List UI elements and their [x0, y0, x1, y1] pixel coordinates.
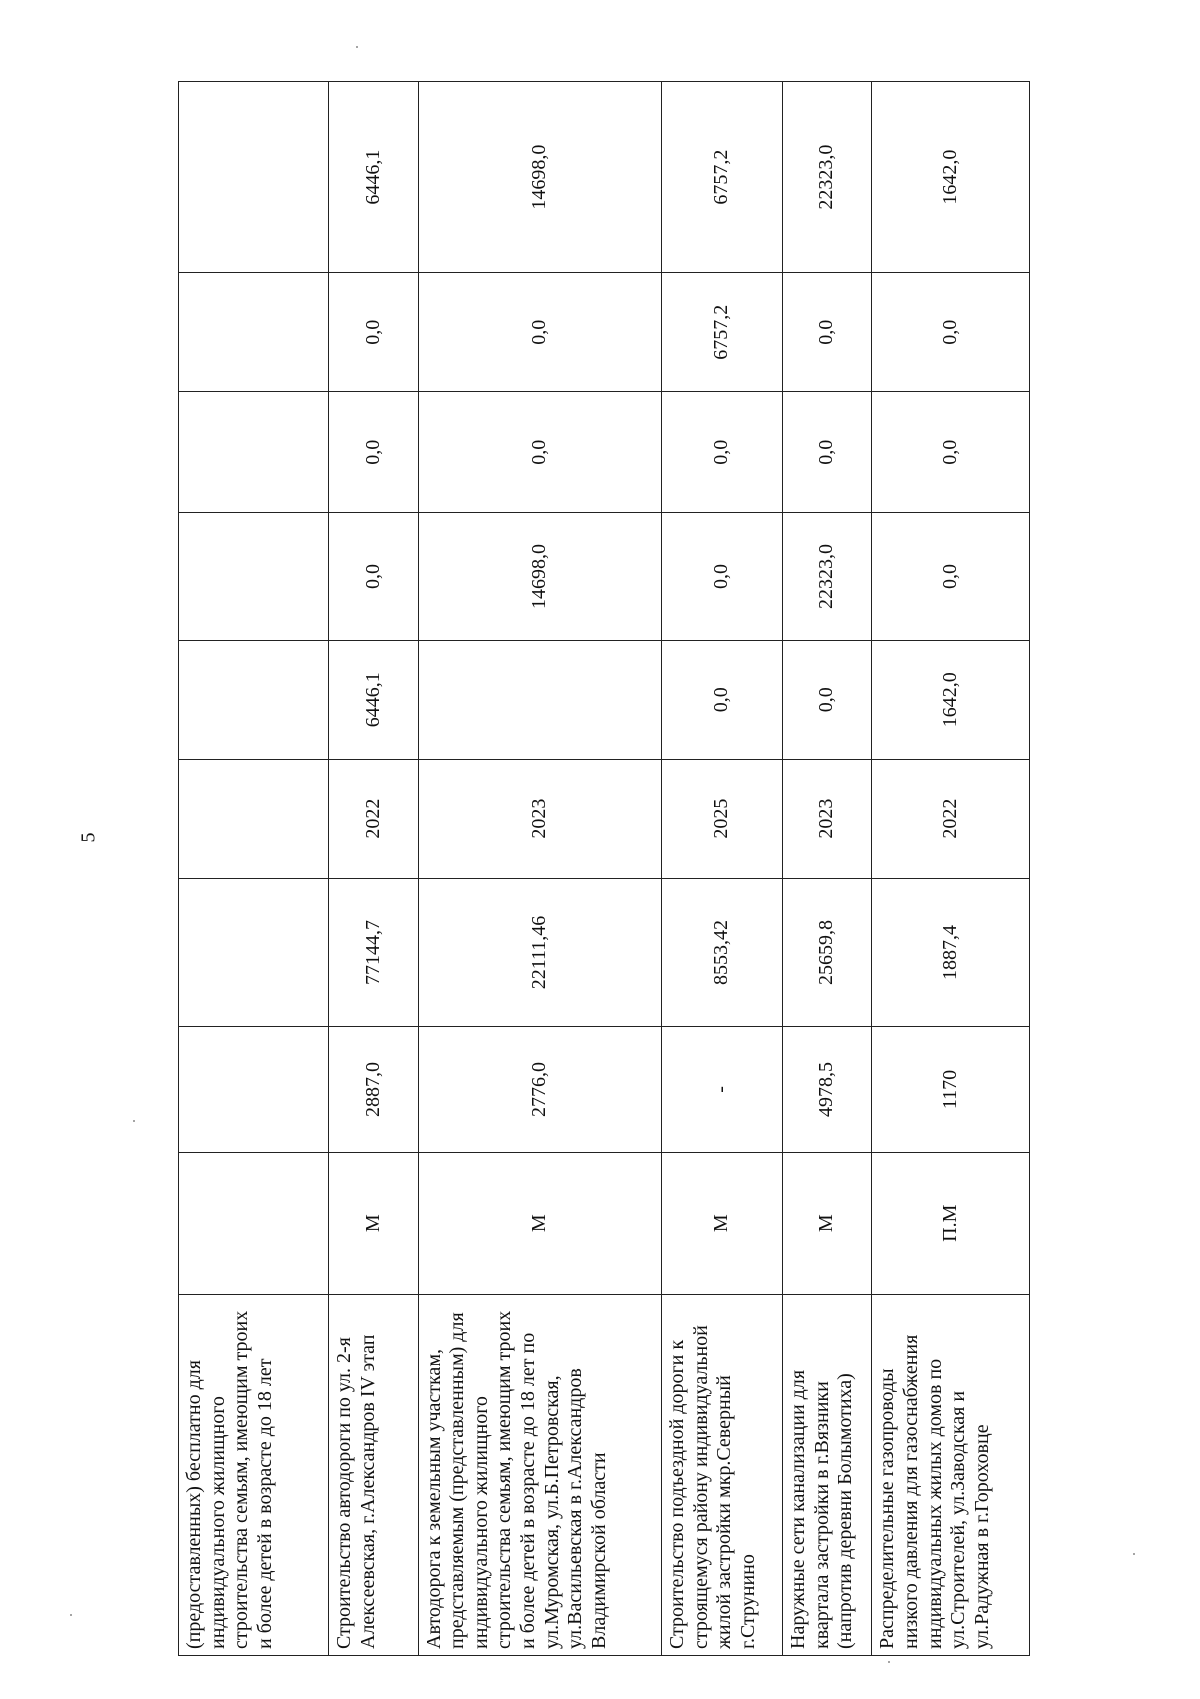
row-value-2: 0,0	[329, 513, 418, 640]
row-value-3: 0,0	[329, 392, 418, 513]
row-value-3	[179, 392, 329, 513]
table-wrapper	[178, 81, 1030, 1656]
row-capacity: 1170	[872, 1027, 1030, 1152]
row-capacity	[179, 1027, 329, 1152]
row-value-1	[179, 640, 329, 759]
row-value-4: 0,0	[872, 273, 1030, 392]
row-value-3: 0,0	[783, 392, 872, 513]
row-value-1: 6446,1	[329, 640, 418, 759]
table-row	[329, 82, 418, 1656]
row-cost: 77144,7	[329, 878, 418, 1027]
row-value-1: 0,0	[783, 640, 872, 759]
table-row	[179, 82, 329, 1656]
row-cost: 1887,4	[872, 878, 1030, 1027]
row-cost: 25659,8	[783, 878, 872, 1027]
row-capacity: 2887,0	[329, 1027, 418, 1152]
row-capacity: 2776,0	[418, 1027, 662, 1152]
row-description: Строительство автодороги по ул. 2-я Алексеевская, г.Александров IV этап	[329, 1294, 418, 1655]
row-value-1: 0,0	[662, 640, 783, 759]
row-description: Наружные сети канализации для квартала застройки в г.Вязники (напротив деревни Болымотиха)	[783, 1294, 872, 1655]
row-value-4: 6757,2	[662, 273, 783, 392]
row-type: М	[329, 1152, 418, 1294]
row-description: (предоставленных) бесплатно для индивидуального жилищного строительства семьям, имеющим троих и более детей в возрасте до 18 лет	[179, 1294, 329, 1655]
row-value-2: 0,0	[662, 513, 783, 640]
row-description: Строительство подъездной дороги к строящемуся району индивидуальной жилой застройки мкр.Северный г.Струнино	[662, 1294, 783, 1655]
row-value-4	[179, 273, 329, 392]
row-type: М	[418, 1152, 662, 1294]
row-total: 14698,0	[418, 82, 662, 273]
row-value-2: 14698,0	[418, 513, 662, 640]
table-row	[783, 82, 872, 1656]
row-capacity: -	[662, 1027, 783, 1152]
table-row	[872, 82, 1030, 1656]
scan-speck	[888, 1661, 890, 1663]
scan-speck	[1133, 1553, 1135, 1555]
row-type: М	[783, 1152, 872, 1294]
row-capacity: 4978,5	[783, 1027, 872, 1152]
row-year	[179, 759, 329, 878]
scan-speck	[133, 1120, 135, 1122]
row-total: 22323,0	[783, 82, 872, 273]
row-year: 2022	[872, 759, 1030, 878]
row-cost	[179, 878, 329, 1027]
row-year: 2023	[783, 759, 872, 878]
row-year: 2025	[662, 759, 783, 878]
investment-table	[178, 81, 1030, 1656]
row-year: 2023	[418, 759, 662, 878]
row-cost: 22111,46	[418, 878, 662, 1027]
row-total: 6757,2	[662, 82, 783, 273]
row-value-2: 0,0	[872, 513, 1030, 640]
scan-speck	[356, 46, 358, 48]
row-total: 6446,1	[329, 82, 418, 273]
page-number: 5	[77, 832, 100, 843]
row-description: Автодорога к земельным участкам, представляемым (представленным) для индивидуального жилищного строительства семьям, имеющим троих и более детей в возрасте до 18 лет по ул.Муромская, ул.Б.Петровская, ул.Васильевская в г.Александров Владимирской области	[418, 1294, 662, 1655]
row-total: 1642,0	[872, 82, 1030, 273]
row-value-2	[179, 513, 329, 640]
row-value-1: 1642,0	[872, 640, 1030, 759]
row-value-3: 0,0	[418, 392, 662, 513]
row-value-1	[418, 640, 662, 759]
row-type: П.М	[872, 1152, 1030, 1294]
row-value-4: 0,0	[783, 273, 872, 392]
row-value-4: 0,0	[418, 273, 662, 392]
table-row	[662, 82, 783, 1656]
row-value-3: 0,0	[872, 392, 1030, 513]
table-row	[418, 82, 662, 1656]
scan-speck	[70, 1614, 72, 1616]
row-total	[179, 82, 329, 273]
row-value-4: 0,0	[329, 273, 418, 392]
row-cost: 8553,42	[662, 878, 783, 1027]
row-description: Распределительные газопроводы низкого давления для газоснабжения индивидуальных жилых домов по ул.Строителей, ул.Заводская и ул.Радужная в г.Гороховце	[872, 1294, 1030, 1655]
row-value-3: 0,0	[662, 392, 783, 513]
row-value-2: 22323,0	[783, 513, 872, 640]
row-type	[179, 1152, 329, 1294]
row-year: 2022	[329, 759, 418, 878]
row-type: М	[662, 1152, 783, 1294]
